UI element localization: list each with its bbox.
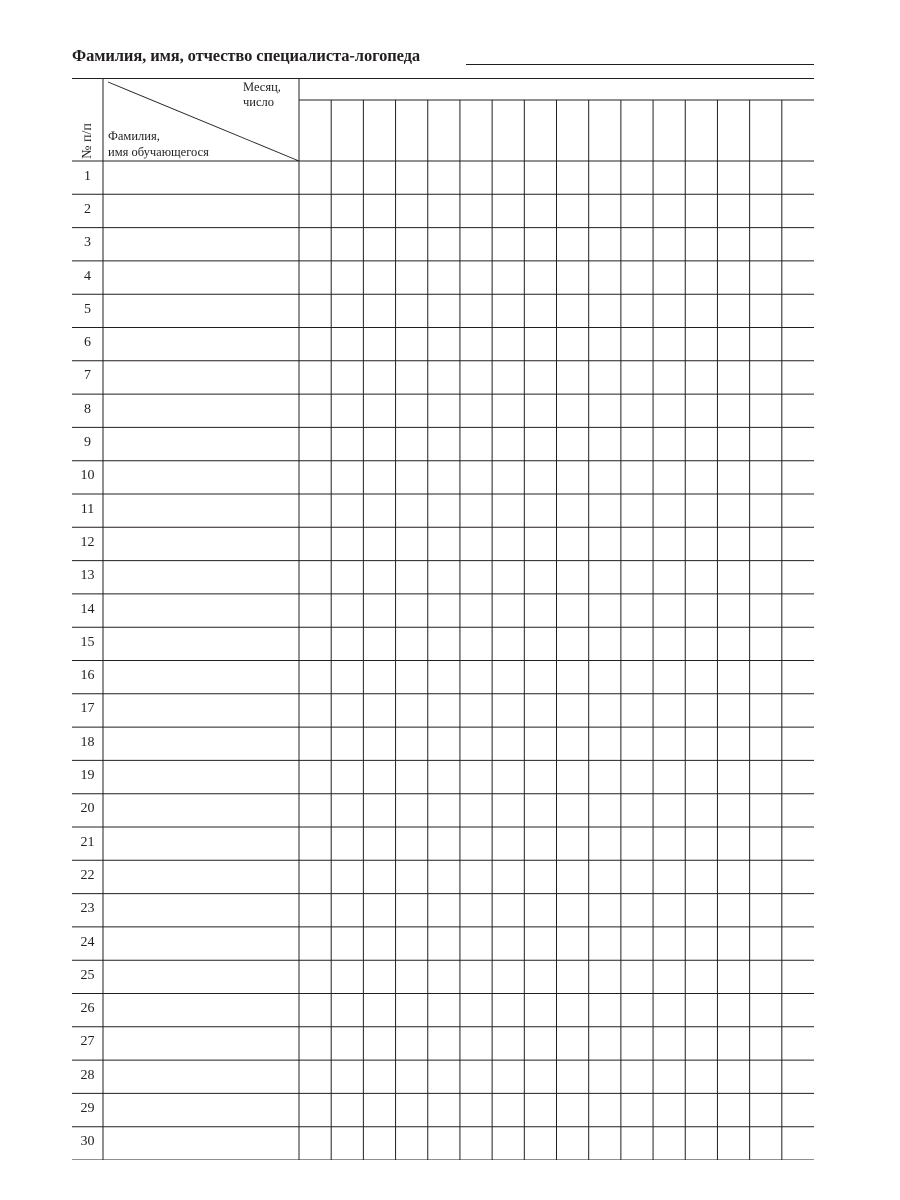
form-header (72, 46, 814, 68)
student-name-header-line2: имя обучающегося (108, 145, 209, 159)
row-number: 30 (80, 1134, 95, 1150)
row-number: 16 (80, 668, 95, 684)
student-name-header-line1: Фамилия, (108, 129, 160, 143)
row-number: 15 (80, 634, 95, 650)
row-number: 3 (84, 235, 91, 251)
row-number: 24 (80, 934, 95, 950)
row-number: 1 (84, 168, 91, 184)
row-number: 11 (80, 501, 95, 517)
row-number: 25 (80, 967, 95, 983)
row-number: 26 (80, 1001, 95, 1017)
row-number: 22 (80, 867, 95, 883)
row-number: 12 (80, 534, 95, 550)
row-number: 8 (84, 401, 91, 417)
row-number: 10 (80, 468, 95, 484)
row-number: 6 (84, 335, 91, 351)
row-number: 17 (80, 701, 95, 717)
row-number: 28 (80, 1067, 95, 1083)
row-number: 4 (84, 268, 91, 284)
row-number: 19 (80, 768, 95, 784)
row-number: 2 (84, 201, 91, 217)
row-number: 23 (80, 901, 95, 917)
row-number: 9 (84, 435, 91, 451)
row-number: 21 (80, 834, 95, 850)
month-header-label: Месяц, (243, 80, 281, 94)
table-grid (72, 78, 814, 1160)
row-number: 27 (80, 1034, 95, 1050)
row-number: 7 (84, 368, 91, 384)
row-number: 18 (80, 734, 95, 750)
date-header-label: число (243, 95, 275, 109)
row-number: 13 (80, 568, 95, 584)
specialist-name-field[interactable] (466, 64, 814, 65)
row-number: 20 (80, 801, 95, 817)
number-column-header: № п/п (80, 123, 95, 159)
row-number: 14 (80, 601, 95, 617)
row-number: 5 (84, 301, 91, 317)
row-number: 29 (80, 1101, 95, 1117)
attendance-table (72, 78, 814, 1160)
form-title: Фамилия, имя, отчество специалиста-логопеда (72, 46, 421, 65)
